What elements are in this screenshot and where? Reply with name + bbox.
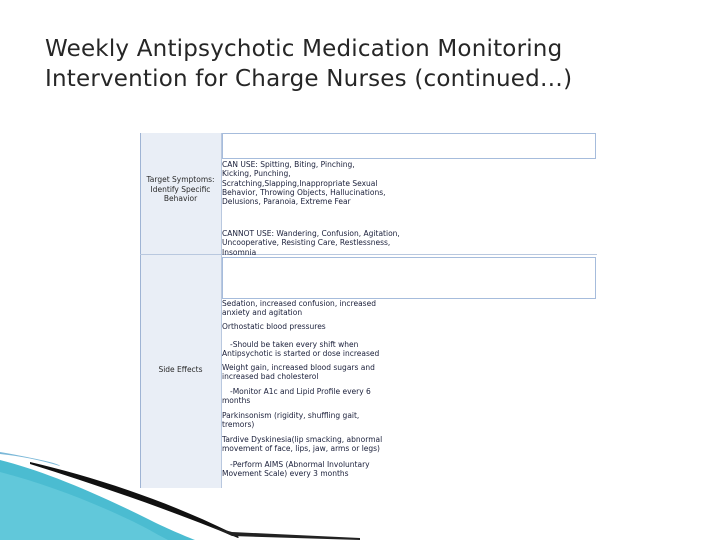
side-effect-item: -Monitor A1c and Lipid Profile every 6 months bbox=[222, 387, 371, 406]
title-line-1: Weekly Antipsychotic Medication Monitoring bbox=[45, 36, 563, 62]
decorative-wave-graphic bbox=[0, 440, 360, 540]
target-symptoms-textbox[interactable] bbox=[222, 257, 596, 299]
can-use-text: CAN USE: Spitting, Biting, Pinching, Kicking, Punching, Scratching,Slapping,Inappropriate Sexual Behavior, Throwing Objects, Hallucinations, Delusions, Paranoia, Extreme Fear bbox=[222, 160, 386, 207]
title-line-2: Intervention for Charge Nurses (continued…) bbox=[45, 66, 573, 92]
side-effect-item: Tardive Dyskinesia(lip smacking, abnormal movement of face, lips, jaw, arms or legs) bbox=[222, 435, 383, 454]
previous-entry-textbox[interactable] bbox=[222, 133, 596, 159]
side-effect-item: -Perform AIMS (Abnormal Involuntary Movement Scale) every 3 months bbox=[222, 460, 370, 479]
light-teal-wave-shape bbox=[0, 472, 168, 540]
side-effect-item: Weight gain, increased blood sugars and increased bad cholesterol bbox=[222, 363, 375, 382]
side-effect-item: -Should be taken every shift when Antipsychotic is started or dose increased bbox=[222, 340, 380, 359]
dark-swoosh-tail bbox=[210, 526, 360, 540]
side-effect-item: Sedation, increased confusion, increased anxiety and agitation bbox=[222, 299, 376, 318]
side-effect-item: Parkinsonism (rigidity, shuffling gait, tremors) bbox=[222, 411, 360, 430]
target-symptoms-label: Target Symptoms: Identify Specific Behavior bbox=[146, 175, 215, 203]
cannot-use-text: CANNOT USE: Wandering, Confusion, Agitation, Uncooperative, Resisting Care, Restlessness, Insomnia bbox=[222, 229, 400, 257]
side-effects-label: Side Effects bbox=[158, 365, 203, 374]
side-effect-item: Orthostatic blood pressures bbox=[222, 322, 326, 331]
monitoring-form bbox=[140, 133, 597, 488]
slide-title bbox=[45, 34, 695, 94]
